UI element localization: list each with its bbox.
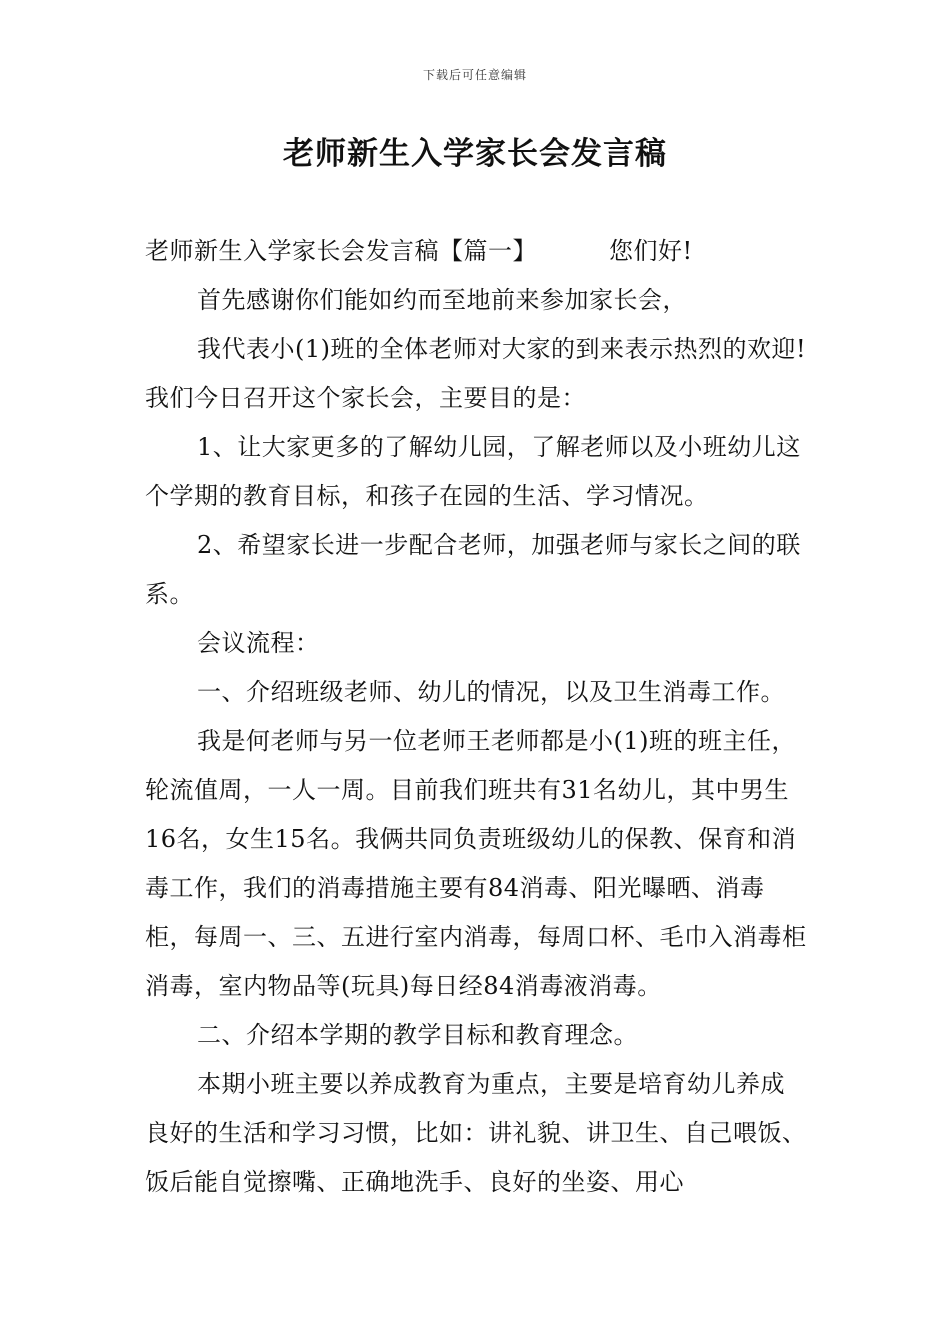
header-note: 下载后可任意编辑 [422, 68, 527, 82]
intro-line [145, 227, 807, 276]
paragraph: 本期小班主要以养成教育为重点，主要是培育幼儿养成良好的生活和学习习惯，比如：讲礼貌、讲卫生、自己喂饭、饭后能自觉擦嘴、正确地洗手、良好的坐姿、用心 [145, 1070, 807, 1196]
paragraph: 首先感谢你们能如约而至地前来参加家长会， [197, 286, 687, 314]
intro-heading: 老师新生入学家长会发言稿【篇一】 [145, 237, 537, 265]
paragraph: 二、介绍本学期的教学目标和教育理念。 [197, 1021, 638, 1049]
paragraph: 会议流程： [197, 629, 320, 657]
greeting: 您们好! [609, 237, 693, 265]
paragraph: 我是何老师与另一位老师王老师都是小(1)班的班主任，轮流值周，一人一周。目前我们班共有31名幼儿，其中男生16名，女生15名。我俩共同负责班级幼儿的保教、保育和消毒工作，我们的消毒措施主要有84消毒、阳光曝晒、消毒柜，每周一、三、五进行室内消毒，每周口杯、毛巾入消毒柜消毒，室内物品等(玩具)每日经84消毒液消毒。 [145, 727, 807, 1000]
document-title: 老师新生入学家长会发言稿 [283, 136, 667, 172]
paragraph: 一、介绍班级老师、幼儿的情况，以及卫生消毒工作。 [197, 678, 785, 706]
paragraph: 我代表小(1)班的全体老师对大家的到来表示热烈的欢迎!我们今日召开这个家长会，主要目的是： [145, 335, 807, 412]
paragraph: 2、希望家长进一步配合老师，加强老师与家长之间的联系。 [145, 531, 801, 608]
document-body [145, 227, 807, 1207]
paragraph: 1、让大家更多的了解幼儿园，了解老师以及小班幼儿这个学期的教育目标，和孩子在园的生活、学习情况。 [145, 433, 801, 510]
